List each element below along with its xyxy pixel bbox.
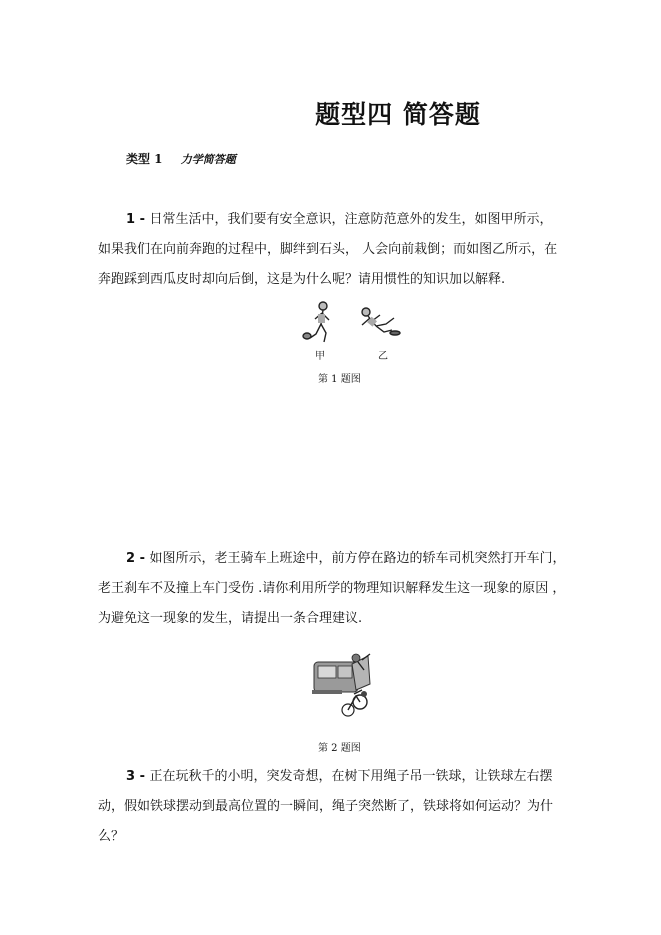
question-1-line-1: 1 - 日常生活中，我们要有安全意识，注意防范意外的发生，如图甲所示， (126, 212, 553, 227)
figure-2-caption: 第 2 题图 (318, 743, 361, 754)
question-1-line-2: 如果我们在向前奔跑的过程中，脚绊到石头， 人会向前栽倒；而如图乙所示，在 (98, 242, 558, 257)
section-subheading (126, 150, 236, 167)
question-3-line-1: 3 - 正在玩秋千的小明，突发奇想，在树下用绳子吊一铁球，让铁球左右摆 (126, 769, 553, 784)
figure-1-illustration (296, 298, 406, 360)
question-2-line-3: 为避免这一现象的发生，请提出一条合理建议. (98, 611, 363, 626)
question-1-number: 1 (126, 212, 136, 227)
figure-1-label-a: 甲 (315, 351, 325, 362)
question-3-line-2: 动，假如铁球摆动到最高位置的一瞬间，绳子突然断了，铁球将如何运动？为什 (98, 799, 554, 814)
car-door-cyclist-drawing (312, 654, 370, 716)
figure-2-illustration (312, 650, 378, 720)
question-2-line-2: 老王刹车不及撞上车门受伤 .请你利用所学的物理知识解释发生这一现象的原因 ， (98, 581, 566, 596)
subheading-type: 类型 1 (126, 152, 163, 166)
figure-2 (312, 650, 378, 720)
figure-1-caption: 第 1 题图 (318, 374, 361, 385)
question-2-number: 2 (126, 551, 136, 566)
question-2 (98, 544, 576, 634)
runner-slipping-drawing (362, 308, 400, 335)
page-title: 题型四 简答题 (315, 100, 481, 129)
question-3 (98, 762, 576, 852)
question-1 (98, 205, 576, 295)
runner-tripping-drawing (303, 302, 329, 342)
figure-1 (296, 298, 406, 360)
subheading-topic: 力学简答题 (180, 153, 236, 166)
question-2-line-1: 2 - 如图所示，老王骑车上班途中，前方停在路边的轿车司机突然打开车门， (126, 551, 566, 566)
question-1-line-3: 奔跑踩到西瓜皮时却向后倒，这是为什么呢？请用惯性的知识加以解释. (98, 272, 506, 287)
question-3-number: 3 (126, 769, 136, 784)
question-3-line-3: 么？ (98, 829, 125, 844)
figure-1-label-b: 乙 (378, 351, 388, 362)
